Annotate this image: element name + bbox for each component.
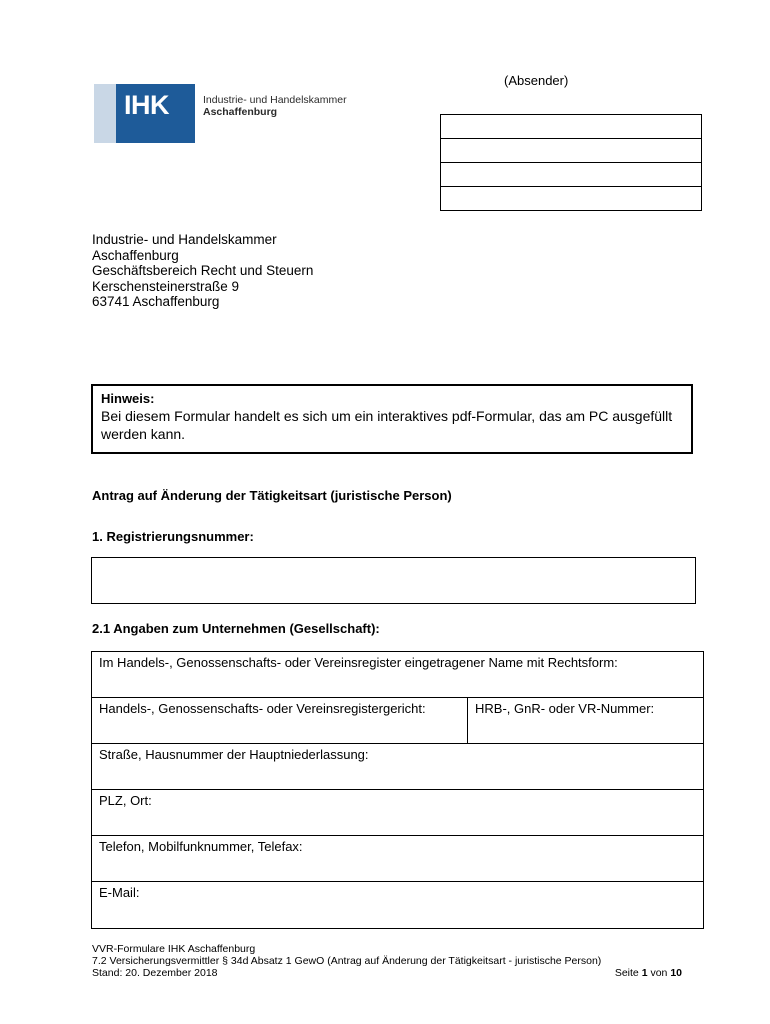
section-registration-heading: 1. Registrierungsnummer: bbox=[92, 529, 254, 544]
ihk-logo-text: IHK bbox=[124, 90, 169, 120]
page-footer bbox=[92, 943, 682, 979]
sender-fields bbox=[440, 114, 702, 211]
page-prefix: Seite bbox=[614, 967, 639, 979]
register-number-field[interactable]: HRB-, GnR- oder VR-Nummer: bbox=[475, 701, 655, 716]
footer-line3 bbox=[92, 967, 682, 979]
page-indicator bbox=[615, 967, 682, 979]
postal-city-field[interactable]: PLZ, Ort: bbox=[99, 793, 152, 808]
logo-caption-line1: Industrie- und Handelskammer bbox=[203, 94, 347, 106]
street-row bbox=[92, 744, 703, 790]
phone-row bbox=[92, 836, 703, 882]
company-form-table bbox=[91, 651, 704, 929]
register-row bbox=[92, 698, 703, 744]
form-title: Antrag auf Änderung der Tätigkeitsart (juristische Person) bbox=[92, 488, 452, 503]
address-line: Industrie- und Handelskammer bbox=[92, 232, 277, 247]
notice-box bbox=[91, 384, 693, 454]
sender-field-1[interactable] bbox=[441, 115, 701, 139]
email-field[interactable]: E-Mail: bbox=[99, 885, 140, 900]
address-line: Geschäftsbereich Recht und Steuern bbox=[92, 263, 314, 278]
email-row bbox=[92, 882, 703, 928]
footer-line2: 7.2 Versicherungsvermittler § 34d Absatz 1 GewO (Antrag auf Änderung der Tätigkeitsart - juristische Person) bbox=[92, 955, 602, 967]
recipient-address bbox=[92, 232, 313, 310]
footer-date: Stand: 20. Dezember 2018 bbox=[92, 967, 218, 979]
street-field[interactable]: Straße, Hausnummer der Hauptniederlassung: bbox=[99, 747, 369, 762]
logo-caption bbox=[203, 94, 347, 118]
logo-caption-line2: Aschaffenburg bbox=[203, 106, 278, 118]
sender-field-3[interactable] bbox=[441, 163, 701, 187]
section-company-heading: 2.1 Angaben zum Unternehmen (Gesellschaft): bbox=[92, 621, 380, 636]
company-name-row bbox=[92, 652, 703, 698]
page-current: 1 bbox=[641, 967, 648, 979]
company-name-field[interactable]: Im Handels-, Genossenschafts- oder Vereinsregister eingetragener Name mit Rechtsform: bbox=[99, 655, 618, 670]
sender-field-4[interactable] bbox=[441, 187, 701, 210]
address-line: 63741 Aschaffenburg bbox=[92, 294, 220, 309]
sender-label: (Absender) bbox=[504, 73, 569, 88]
address-line: Aschaffenburg bbox=[92, 247, 179, 263]
page-sep: von bbox=[650, 967, 668, 979]
notice-text: Bei diesem Formular handelt es sich um ein interaktives pdf-Formular, das am PC ausgefüllt werden kann. bbox=[101, 408, 673, 442]
phone-field[interactable]: Telefon, Mobilfunknummer, Telefax: bbox=[99, 839, 303, 854]
page-total: 10 bbox=[670, 967, 682, 979]
address-line: Kerschensteinerstraße 9 bbox=[92, 278, 240, 294]
register-court-field[interactable]: Handels-, Genossenschafts- oder Vereinsregistergericht: bbox=[92, 698, 468, 743]
ihk-logo bbox=[94, 84, 195, 143]
footer-line1: VVR-Formulare IHK Aschaffenburg bbox=[92, 943, 256, 955]
city-row bbox=[92, 790, 703, 836]
sender-field-2[interactable] bbox=[441, 139, 701, 163]
notice-title: Hinweis: bbox=[101, 391, 155, 406]
registration-number-field[interactable] bbox=[91, 557, 696, 604]
